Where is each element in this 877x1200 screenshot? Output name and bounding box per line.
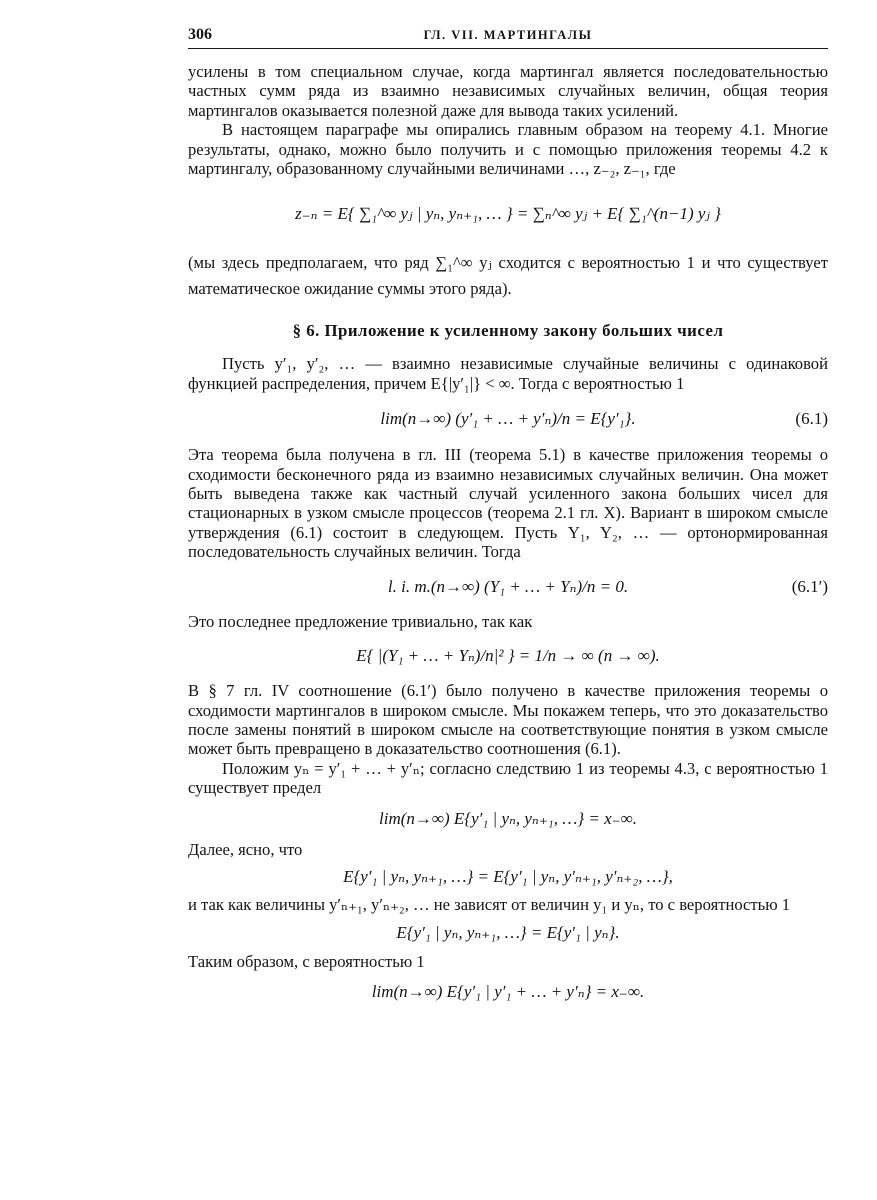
- paragraph-4: Пусть y′₁, y′₂, … — взаимно независимые случайные величины с одинаковой функцией распределения, причем E{|y′₁|} < ∞. Тогда с вероятностью 1: [188, 354, 828, 393]
- formula-conditional-equality: [188, 859, 828, 895]
- paragraph-2: В настоящем параграфе мы опирались главным образом на теорему 4.1. Многие результаты, однако, можно было получить и с помощью приложения теоремы 4.2 к мартингалу, образованному случайными величинами …, z₋₂, z₋₁, где: [188, 120, 828, 179]
- formula-conditional-yn: [188, 914, 828, 952]
- formula-number: (6.1′): [791, 576, 828, 596]
- paragraph-7: В § 7 гл. IV соотношение (6.1′) было получено в качестве приложения теоремы о сходимости мартингалов в широком смысле. Мы покажем теперь, что это доказательство после замены понятий в широком смысле на соответствующие понятия в узком смысле может быть превращено в доказательство соотношения (6.1).: [188, 681, 828, 759]
- formula-expectation-square: [188, 631, 828, 681]
- paragraph-9: Далее, ясно, что: [188, 839, 303, 859]
- formula-6-1: [188, 393, 828, 445]
- paragraph-5: Эта теорема была получена в гл. III (теорема 5.1) в качестве приложения теоремы о сходимости бесконечного ряда из взаимно независимых случайных величин. Она может быть выведена также как частный случай усиленного закона больших чисел для стационарных в узком смысле процессов (теорема 2.1 гл. X). Вариант в широком смысле утверждения (6.1) состоит в следующем. Пусть Y₁, Y₂, … — ортонормированная последовательность случайных величин. Тогда: [188, 445, 828, 562]
- page-number: 306: [188, 26, 212, 43]
- page-header: [188, 22, 828, 49]
- formula-text: lim(n→∞) E{y′₁ | yₙ, yₙ₊₁, …} = x₋∞.: [379, 808, 637, 828]
- page-body: [188, 62, 828, 1012]
- formula-text: lim(n→∞) E{y′₁ | y′₁ + … + y′ₙ} = x₋∞.: [371, 981, 645, 1001]
- formula-text: E{ |(Y₁ + … + Yₙ)/n|² } = 1/n → ∞ (n → ∞).: [356, 646, 660, 666]
- formula-text: lim(n→∞) (y′₁ + … + y′ₙ)/n = E{y′₁}.: [380, 409, 636, 429]
- paragraph-8: Положим yₙ = y′₁ + … + y′ₙ; согласно следствию 1 из теоремы 4.3, с вероятностью 1 существует предел: [188, 758, 828, 798]
- paragraph-1: усилены в том специальном случае, когда мартингал является последовательностью частных сумм ряда из взаимно независимых случайных величин, общая теория мартингалов оказывается полезной даже для вывода таких усилений.: [188, 62, 828, 120]
- paragraph-10: и так как величины y′ₙ₊₁, y′ₙ₊₂, … не зависят от величин y₁ и yₙ, то с вероятностью 1: [188, 894, 791, 914]
- formula-text: z₋ₙ = E{ ∑₁^∞ yⱼ | yₙ, yₙ₊₁, … } = ∑ₙ^∞ yⱼ + E{ ∑₁^(n−1) yⱼ }: [295, 204, 721, 224]
- formula-text: l. i. m.(n→∞) (Y₁ + … + Yₙ)/n = 0.: [387, 576, 629, 596]
- formula-number: (6.1): [795, 409, 828, 429]
- paragraph-11: Таким образом, с вероятностью 1: [188, 952, 425, 972]
- formula-final-limit: [188, 972, 828, 1012]
- paragraph-6: Это последнее предложение тривиально, так как: [188, 611, 533, 631]
- formula-6-1-prime: [188, 562, 828, 612]
- formula-z-minus-n: [188, 178, 828, 250]
- formula-text: E{y′₁ | yₙ, yₙ₊₁, …} = E{y′₁ | yₙ, y′ₙ₊₁, y′ₙ₊₂, …},: [343, 866, 673, 886]
- formula-text: E{y′₁ | yₙ, yₙ₊₁, …} = E{y′₁ | yₙ}.: [396, 923, 620, 943]
- running-title: ГЛ. VII. МАРТИНГАЛЫ: [423, 28, 593, 42]
- paragraph-3: (мы здесь предполагаем, что ряд ∑₁^∞ yⱼ сходится с вероятностью 1 и что существует математическое ожидание суммы этого ряда).: [188, 253, 828, 299]
- formula-limit-x: [188, 798, 828, 840]
- section-title: § 6. Приложение к усиленному закону больших чисел: [292, 321, 724, 341]
